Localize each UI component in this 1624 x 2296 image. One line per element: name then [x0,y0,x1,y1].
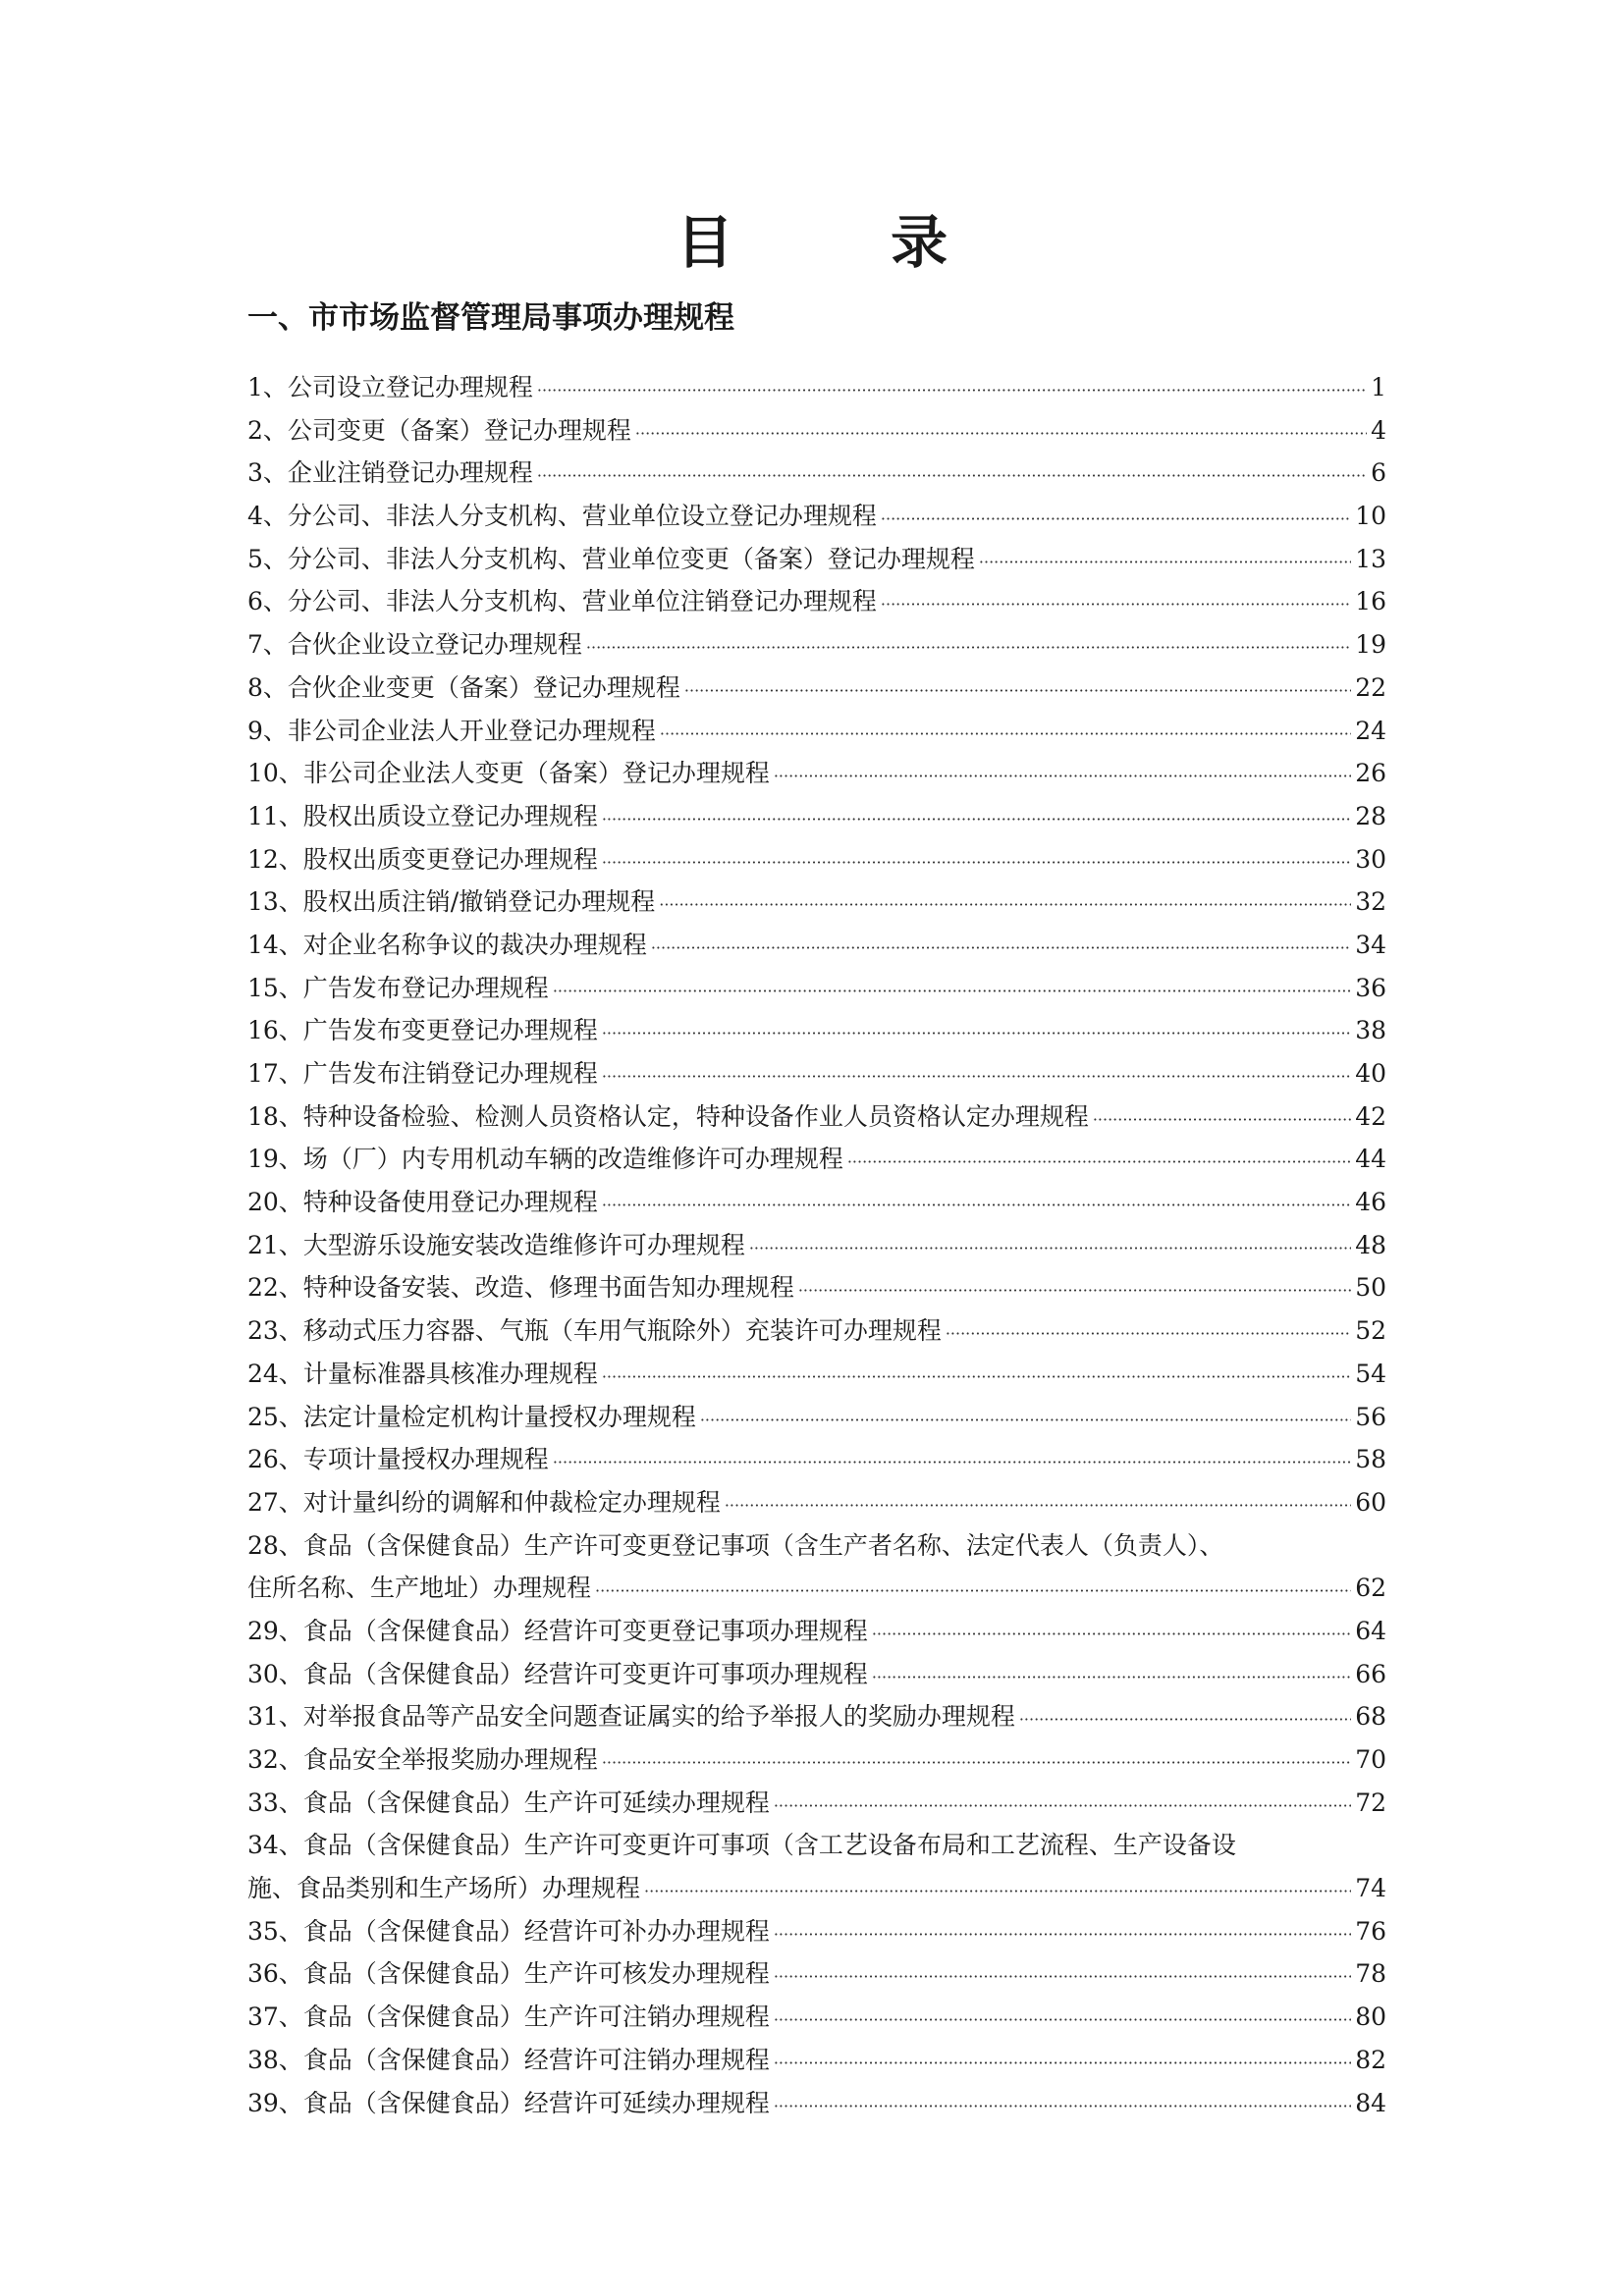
dot-leader [537,454,1367,498]
toc-entry-line [247,881,1386,924]
toc-entry[interactable] [247,1952,1386,1996]
toc-entry[interactable] [247,1266,1386,1309]
dot-leader [553,1441,1351,1484]
dot-leader [553,970,1351,1013]
toc-page-number: 19 [1355,630,1386,660]
dot-leader [979,541,1351,584]
toc-entry-line [247,623,1386,667]
dot-leader [1093,1098,1351,1142]
dot-leader [684,669,1351,713]
toc-entry-line [247,1181,1386,1224]
toc-entry-label: 6、分公司、非法人分支机构、营业单位注销登记办理规程 [247,587,877,616]
toc-entry-line [247,1653,1386,1696]
toc-entry-line [247,1095,1386,1139]
toc-entry[interactable] [247,838,1386,881]
toc-entry-label: 8、合伙企业变更（备案）登记办理规程 [247,672,680,702]
toc-entry-line [247,1524,1386,1568]
dot-leader [725,1484,1351,1527]
dot-leader [774,1955,1351,1999]
toc-page-number: 76 [1355,1916,1386,1946]
toc-entry[interactable] [247,1782,1386,1825]
toc-page-number: 56 [1355,1402,1386,1431]
toc-entry[interactable] [247,366,1386,409]
toc-entry[interactable] [247,1910,1386,1953]
dot-leader [749,1227,1351,1270]
toc-entry-line [247,1481,1386,1524]
toc-entry-line [247,1567,1386,1610]
toc-page-number: 16 [1355,587,1386,616]
toc-page-number: 46 [1355,1188,1386,1217]
dot-leader [881,583,1351,626]
toc-entry[interactable] [247,1524,1386,1610]
toc-entry[interactable] [247,795,1386,838]
toc-entry-label: 住所名称、生产地址）办理规程 [247,1574,592,1603]
toc-entry-line [247,667,1386,710]
toc-entry-label: 27、对计量纠纷的调解和仲裁检定办理规程 [247,1487,721,1517]
toc-page-number: 28 [1355,801,1386,830]
dot-leader [602,798,1351,841]
table-of-contents [247,366,1386,2124]
toc-entry[interactable] [247,1695,1386,1738]
toc-entry-label: 36、食品（含保健食品）生产许可核发办理规程 [247,1959,770,1989]
toc-entry-line [247,1052,1386,1095]
toc-page-number: 64 [1355,1616,1386,1645]
dot-leader [660,713,1351,756]
toc-entry-label: 15、广告发布登记办理规程 [247,973,549,1002]
toc-entry-line [247,1695,1386,1738]
toc-entry-label: 4、分公司、非法人分支机构、营业单位设立登记办理规程 [247,502,877,531]
toc-entry-line [247,366,1386,409]
toc-entry[interactable] [247,1653,1386,1696]
toc-page-number: 78 [1355,1959,1386,1989]
toc-page-number: 68 [1355,1702,1386,1732]
toc-page-number: 58 [1355,1445,1386,1474]
toc-entry-line [247,967,1386,1010]
toc-entry-line [247,1309,1386,1353]
toc-entry-line [247,1266,1386,1309]
toc-entry-line [247,580,1386,623]
dot-leader [872,1656,1351,1699]
toc-page-number: 50 [1355,1273,1386,1303]
toc-page-number: 13 [1355,544,1386,573]
toc-entry[interactable] [247,1224,1386,1267]
toc-page-number: 38 [1355,1016,1386,1045]
toc-entry-label: 施、食品类别和生产场所）办理规程 [247,1874,641,1903]
toc-entry-label: 32、食品安全举报奖励办理规程 [247,1745,598,1774]
toc-entry-line [247,1996,1386,2039]
toc-entry-line [247,1738,1386,1782]
toc-entry[interactable] [247,1481,1386,1524]
toc-entry-line [247,838,1386,881]
dot-leader [602,1356,1351,1399]
toc-entry-line [247,924,1386,967]
toc-page-number: 34 [1355,930,1386,959]
dot-leader [602,1741,1351,1785]
toc-page-number: 84 [1355,2088,1386,2117]
dot-leader [644,1870,1351,1913]
toc-page-number: 82 [1355,2045,1386,2074]
toc-page-number: 40 [1355,1059,1386,1088]
toc-entry-line [247,1910,1386,1953]
dot-leader [595,1570,1351,1613]
toc-page-number: 22 [1355,672,1386,702]
toc-entry-label: 7、合伙企业设立登记办理规程 [247,630,582,660]
toc-page-number: 10 [1355,502,1386,531]
toc-entry[interactable] [247,710,1386,753]
toc-entry-label: 25、法定计量检定机构计量授权办理规程 [247,1402,696,1431]
dot-leader [881,498,1351,541]
toc-entry[interactable] [247,1009,1386,1052]
toc-entry-line [247,409,1386,453]
toc-entry-line [247,1396,1386,1439]
toc-page-number: 32 [1355,887,1386,917]
toc-entry[interactable] [247,1181,1386,1224]
dot-leader [872,1613,1351,1656]
toc-entry-label: 20、特种设备使用登记办理规程 [247,1188,598,1217]
toc-entry-label: 26、专项计量授权办理规程 [247,1445,549,1474]
dot-leader [946,1312,1351,1356]
toc-page-number: 66 [1355,1659,1386,1688]
toc-page-number: 4 [1371,415,1386,445]
toc-entry-label: 39、食品（含保健食品）经营许可延续办理规程 [247,2088,770,2117]
section-heading: 一、市市场监督管理局事项办理规程 [247,300,734,336]
toc-entry-label: 23、移动式压力容器、气瓶（车用气瓶除外）充装许可办理规程 [247,1316,942,1346]
toc-page-number: 42 [1355,1101,1386,1131]
toc-entry-label: 2、公司变更（备案）登记办理规程 [247,415,631,445]
dot-leader [602,1055,1351,1098]
toc-entry-line [247,1824,1386,1867]
toc-entry[interactable] [247,1824,1386,1909]
toc-entry-label: 14、对企业名称争议的裁决办理规程 [247,930,647,959]
toc-entry[interactable] [247,1309,1386,1353]
toc-entry[interactable] [247,1052,1386,1095]
toc-entry-label: 5、分公司、非法人分支机构、营业单位变更（备案）登记办理规程 [247,544,975,573]
toc-entry-line [247,752,1386,795]
toc-entry-line [247,1138,1386,1181]
toc-page-number: 6 [1371,458,1386,488]
dot-leader [774,2042,1351,2085]
toc-entry-line [247,538,1386,581]
toc-entry-line [247,1952,1386,1996]
toc-page-number: 36 [1355,973,1386,1002]
toc-entry-label: 18、特种设备检验、检测人员资格认定，特种设备作业人员资格认定办理规程 [247,1101,1089,1131]
toc-entry-label: 38、食品（含保健食品）经营许可注销办理规程 [247,2045,770,2074]
dot-leader [651,927,1351,970]
toc-entry-label: 13、股权出质注销/撤销登记办理规程 [247,887,656,917]
toc-entry[interactable] [247,924,1386,967]
toc-entry-line [247,1610,1386,1653]
dot-leader [537,369,1367,412]
toc-page-number: 26 [1355,759,1386,788]
toc-entry-line [247,1438,1386,1481]
toc-entry[interactable] [247,409,1386,453]
toc-entry-label: 37、食品（含保健食品）生产许可注销办理规程 [247,2002,770,2032]
toc-entry[interactable] [247,667,1386,710]
toc-page-number: 30 [1355,844,1386,874]
toc-entry-line [247,1224,1386,1267]
toc-entry[interactable] [247,1396,1386,1439]
toc-entry-line [247,1782,1386,1825]
dot-leader [774,2085,1351,2128]
toc-page-number: 80 [1355,2002,1386,2032]
toc-entry-label: 3、企业注销登记办理规程 [247,458,533,488]
toc-entry[interactable] [247,452,1386,495]
toc-entry-label: 30、食品（含保健食品）经营许可变更许可事项办理规程 [247,1659,868,1688]
toc-entry[interactable] [247,1738,1386,1782]
toc-page-number: 44 [1355,1145,1386,1174]
toc-entry-label: 16、广告发布变更登记办理规程 [247,1016,598,1045]
dot-leader [774,755,1351,798]
toc-entry-line [247,1009,1386,1052]
toc-page-number: 62 [1355,1574,1386,1603]
toc-entry-label: 17、广告发布注销登记办理规程 [247,1059,598,1088]
dot-leader [774,1785,1351,1828]
toc-entry[interactable] [247,1996,1386,2039]
toc-entry[interactable] [247,1138,1386,1181]
toc-entry[interactable] [247,623,1386,667]
toc-page-number: 54 [1355,1359,1386,1388]
dot-leader [798,1269,1351,1312]
toc-entry[interactable] [247,2039,1386,2082]
toc-page-number: 48 [1355,1230,1386,1259]
toc-entry[interactable] [247,538,1386,581]
dot-leader [586,626,1351,669]
toc-entry-label: 1、公司设立登记办理规程 [247,373,533,401]
dot-leader [700,1399,1351,1442]
toc-entry[interactable] [247,2082,1386,2125]
page-title: 目 录 [676,209,1017,276]
dot-leader [635,412,1367,455]
toc-entry-label: 33、食品（含保健食品）生产许可延续办理规程 [247,1788,770,1817]
toc-entry-line [247,1867,1386,1910]
toc-entry[interactable] [247,881,1386,924]
dot-leader [602,1012,1351,1055]
toc-entry[interactable] [247,967,1386,1010]
toc-entry-line [247,1353,1386,1396]
toc-entry[interactable] [247,1438,1386,1481]
toc-entry-line [247,710,1386,753]
dot-leader [602,841,1351,884]
toc-entry[interactable] [247,580,1386,623]
toc-page-number: 60 [1355,1487,1386,1517]
dot-leader [774,1913,1351,1956]
toc-entry-label: 21、大型游乐设施安装改造维修许可办理规程 [247,1230,745,1259]
toc-entry-line [247,495,1386,538]
toc-entry[interactable] [247,495,1386,538]
toc-entry-label: 22、特种设备安装、改造、修理书面告知办理规程 [247,1273,794,1303]
dot-leader [847,1141,1351,1184]
toc-page-number: 24 [1355,716,1386,745]
toc-entry-label: 34、食品（含保健食品）生产许可变更许可事项（含工艺设备布局和工艺流程、生产设备设 [247,1831,1236,1860]
toc-entry-line [247,795,1386,838]
toc-page-number: 72 [1355,1788,1386,1817]
toc-entry-line [247,2082,1386,2125]
toc-entry[interactable] [247,1353,1386,1396]
toc-entry[interactable] [247,1610,1386,1653]
dot-leader [774,1999,1351,2042]
dot-leader [1019,1698,1351,1741]
toc-entry-label: 28、食品（含保健食品）生产许可变更登记事项（含生产者名称、法定代表人（负责人）、 [247,1530,1224,1560]
toc-entry-label: 31、对举报食品等产品安全问题查证属实的给予举报人的奖励办理规程 [247,1702,1015,1732]
toc-entry-label: 24、计量标准器具核准办理规程 [247,1359,598,1388]
toc-page-number: 74 [1355,1874,1386,1903]
toc-page-number: 1 [1371,373,1386,401]
toc-entry-label: 12、股权出质变更登记办理规程 [247,844,598,874]
toc-entry-label: 11、股权出质设立登记办理规程 [247,801,598,830]
toc-entry-label: 35、食品（含保健食品）经营许可补办办理规程 [247,1916,770,1946]
toc-page-number: 70 [1355,1745,1386,1774]
toc-entry[interactable] [247,752,1386,795]
toc-page-number: 52 [1355,1316,1386,1346]
dot-leader [602,1184,1351,1227]
toc-entry-label: 29、食品（含保健食品）经营许可变更登记事项办理规程 [247,1616,868,1645]
toc-entry-label: 9、非公司企业法人开业登记办理规程 [247,716,656,745]
toc-entry[interactable] [247,1095,1386,1139]
toc-entry-line [247,452,1386,495]
toc-entry-label: 19、场（厂）内专用机动车辆的改造维修许可办理规程 [247,1145,843,1174]
toc-entry-line [247,2039,1386,2082]
dot-leader [659,883,1351,927]
toc-entry-label: 10、非公司企业法人变更（备案）登记办理规程 [247,759,770,788]
